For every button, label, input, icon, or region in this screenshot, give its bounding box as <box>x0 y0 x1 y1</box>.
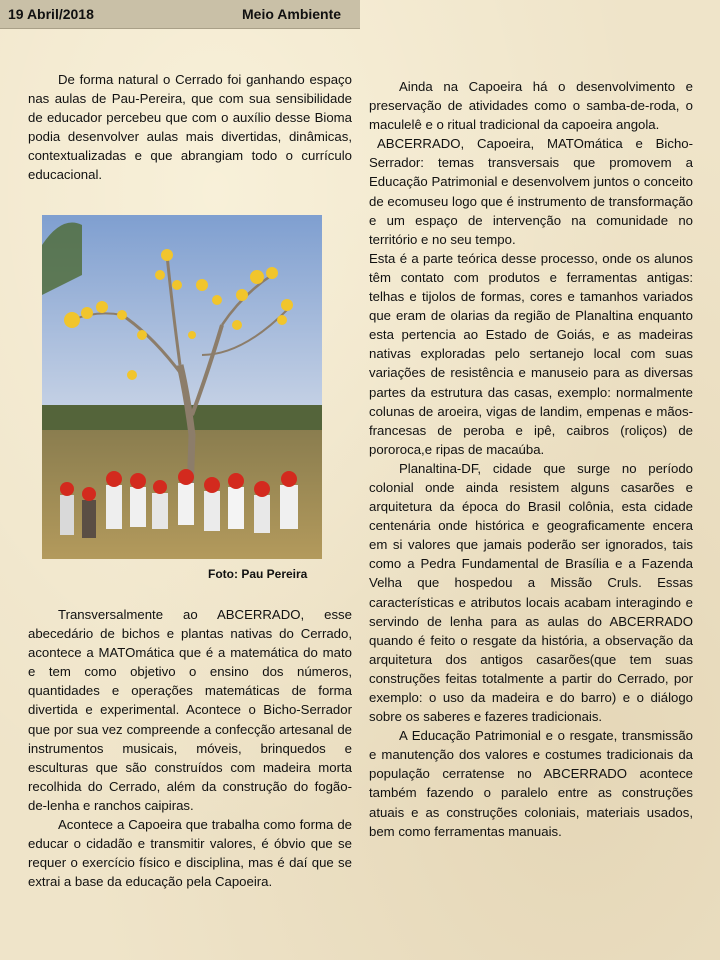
paragraph-transversal-themes: ABCERRADO, Capoeira, MATOmática e Bicho-Serrador: temas transversais que promovem a Educação Patrimonial e desenvolvem juntos o conceito de ecomuseu logo que é instrumento de transformação e um espaço de intervenção na comunidade no território e no seu tempo. <box>369 136 693 247</box>
paragraph-matomatica: Transversalmente ao ABCERRADO, esse abecedário de bichos e plantas nativas do Cerrado, acontece a MATOmática que é a matemática do mato e tem como objetivo o ensino dos números, quantidades e operações matemáticas de forma divertida e experimental. Acontece o Bicho-Serrador que por sua vez compreende a confecção artesanal de instrumentos musicais, móveis, brinquedos e esculturas que são construídos com madeira morta recolhida do Cerrado, além da construção do fogão-de-lenha e ranchos caipiras. <box>28 607 352 813</box>
left-column-top <box>28 70 352 185</box>
right-column <box>369 77 693 841</box>
paragraph-theory: Esta é a parte teórica desse processo, onde os alunos têm contato com produtos e ferramentas antigas: telhas e tijolos de formas, cores e tamanhos variados que eram de olarias da região de Planaltina enquanto esta pertencia ao Estado de Goiás, e as madeiras nativas exploradas pelo sertanejo local com suas variações de resistência e manuseio para as diversas partes da estrutura das casas, exemplo: normalmente colunas de aroeira, vigas de landim, empenas e mãos-francesas de peroba e ipê, caibros (roliços) de pororoca,e ripas de macaúba. <box>369 250 693 457</box>
photo-illustration <box>42 215 322 559</box>
intro-paragraph: De forma natural o Cerrado foi ganhando espaço nas aulas de Pau-Pereira, que com sua sensibilidade de educador percebeu que com o auxílio desse Bioma podia desenvolver aulas mais divertidas, dinâmicas, contextualizadas e que abrangiam todo o currículo educacional. <box>28 72 352 183</box>
left-column-bottom <box>28 605 352 891</box>
paragraph-capoeira-activities: Ainda na Capoeira há o desenvolvimento e preservação de atividades como o samba-de-roda, o maculelê e o ritual tradicional da capoeira angola. <box>369 79 693 133</box>
header-bar <box>0 0 360 29</box>
photo-caption: Foto: Pau Pereira <box>208 567 308 581</box>
section-title: Meio Ambiente <box>242 6 342 22</box>
issue-date: 19 Abril/2018 <box>8 6 94 22</box>
paragraph-planaltina: Planaltina-DF, cidade que surge no período colonial onde ainda resistem alguns casarões e arquitetura da época do Brasil colônia, esta cidade centenária onde histórica e geograficamente encera em si valores que jamais poderão ser ignorados, tais como a Pedra Fundamental de Brasília e a Fazenda Velha que hospedou a Missão Cruls. Essas características e atributos locais acabam interagindo e servindo de lenha para as aulas do ABCERRADO quando é feito o resgate da história, a observação da arquitetura dos antigos casarões(que tem suas construções feitas totalmente a partir do Cerrado, por exemplo: o uso da madeira e do barro) e o diálogo sobre os saberes e fazeres tradicionais. <box>369 460 693 725</box>
paragraph-capoeira: Acontece a Capoeira que trabalha como forma de educar o cidadão e transmitir valores, é óbvio que se requer o exercício físico e disciplina, mas é daí que se extrai a base da educação pela Capoeira. <box>28 817 352 890</box>
paragraph-patrimonial-education: A Educação Patrimonial e o resgate, transmissão e manutenção dos valores e costumes tradicionais da população cerratense no ABCERRADO acontece também fazendo o paralelo entre as construções atuais e as construções coloniais, materiais usados, bem como ferramentas manuais. <box>369 728 693 839</box>
tree-photo <box>42 215 322 559</box>
